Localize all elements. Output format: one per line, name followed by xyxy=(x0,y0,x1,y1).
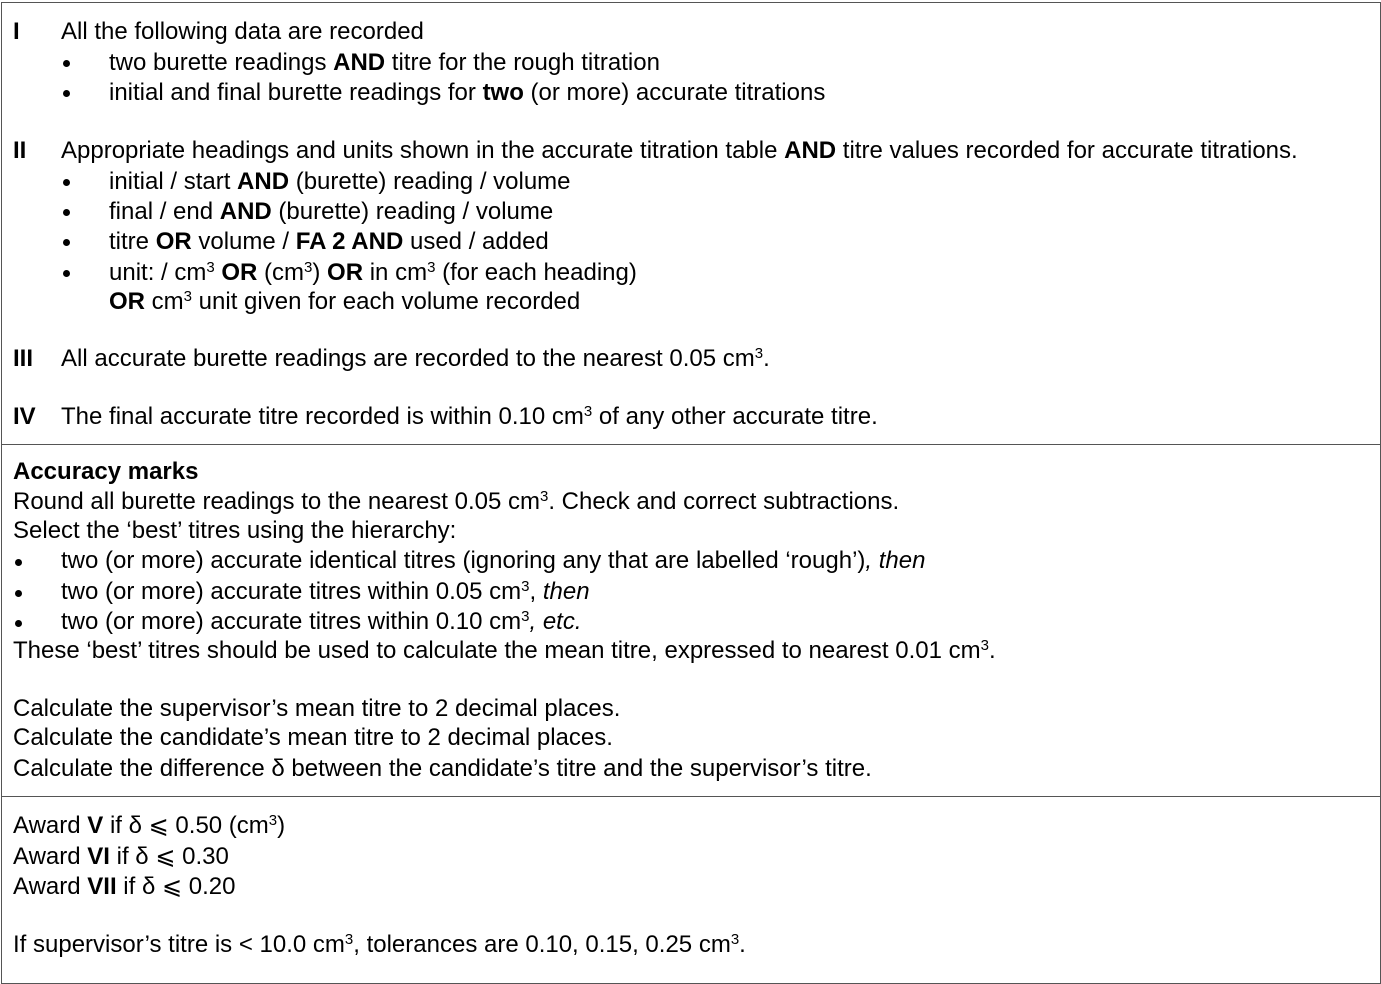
criterion-numeral: I xyxy=(13,18,20,45)
instruction-line: Select the ‘best’ titres using the hierarchy: xyxy=(13,517,457,544)
bullet-text: initial / start AND (burette) reading / volume xyxy=(109,168,571,195)
award-line: Award VI if δ ⩽ 0.30 xyxy=(13,843,229,870)
bullet-text: titre OR volume / FA 2 AND used / added xyxy=(109,228,549,255)
criterion-text: The final accurate titre recorded is within 0.10 $cm^3$ of any other accurate titre. xyxy=(61,403,878,430)
bullet xyxy=(63,60,70,67)
section-heading: Accuracy marks xyxy=(13,458,199,485)
criterion-text: Appropriate headings and units shown in the accurate titration table AND titre values recorded for accurate titrations. xyxy=(61,137,1298,164)
bullet-text: two (or more) accurate identical titres (ignoring any that are labelled ‘rough’), then xyxy=(61,547,926,574)
instruction-line: These ‘best’ titres should be used to calculate the mean titre, expressed to nearest 0.01 $cm^3$. xyxy=(13,637,996,664)
award-line: Award V if δ ⩽ 0.50 $(cm^3)$ xyxy=(13,812,286,839)
bullet-text: final / end AND (burette) reading / volume xyxy=(109,198,554,225)
bullet xyxy=(15,559,22,566)
bullet xyxy=(15,590,22,597)
bullet xyxy=(63,179,70,186)
bullet xyxy=(63,270,70,277)
calc-line: Calculate the difference δ between the candidate’s titre and the supervisor’s titre. xyxy=(13,755,872,782)
bullet-text: two (or more) accurate titres within 0.05 $cm^3$, then xyxy=(61,578,590,605)
criterion-text: All accurate burette readings are recorded to the nearest 0.05 $cm^3$. xyxy=(61,345,770,372)
bullet-text: two (or more) accurate titres within 0.10 $cm^3$, etc. xyxy=(61,608,582,635)
bullet-text: two burette readings AND titre for the rough titration xyxy=(109,49,660,76)
bullet-text-continued: OR $cm^3$ unit given for each volume recorded xyxy=(109,288,581,315)
bullet xyxy=(63,209,70,216)
divider xyxy=(1,796,1380,797)
award-line: Award VII if δ ⩽ 0.20 xyxy=(13,873,236,900)
instruction-line: Round all burette readings to the nearest 0.05 $cm^3$. Check and correct subtractions. xyxy=(13,488,900,515)
criterion-text: All the following data are recorded xyxy=(61,18,424,45)
calc-line: Calculate the supervisor’s mean titre to 2 decimal places. xyxy=(13,695,621,722)
criterion-numeral: III xyxy=(13,345,34,372)
bullet xyxy=(63,239,70,246)
criterion-numeral: II xyxy=(13,137,27,164)
tolerance-note: If supervisor’s titre is < 10.0 $cm^3$, tolerances are 0.10, 0.15, 0.25 $cm^3$. xyxy=(13,931,746,958)
calc-line: Calculate the candidate’s mean titre to 2 decimal places. xyxy=(13,724,613,751)
divider xyxy=(1,444,1380,445)
bullet-text: unit: / $cm^3$ OR $(cm^3)$ OR in $cm^3$ (for each heading) xyxy=(109,259,637,286)
criterion-numeral: IV xyxy=(13,403,36,430)
bullet-text: initial and final burette readings for two (or more) accurate titrations xyxy=(109,79,826,106)
bullet xyxy=(15,620,22,627)
bullet xyxy=(63,90,70,97)
